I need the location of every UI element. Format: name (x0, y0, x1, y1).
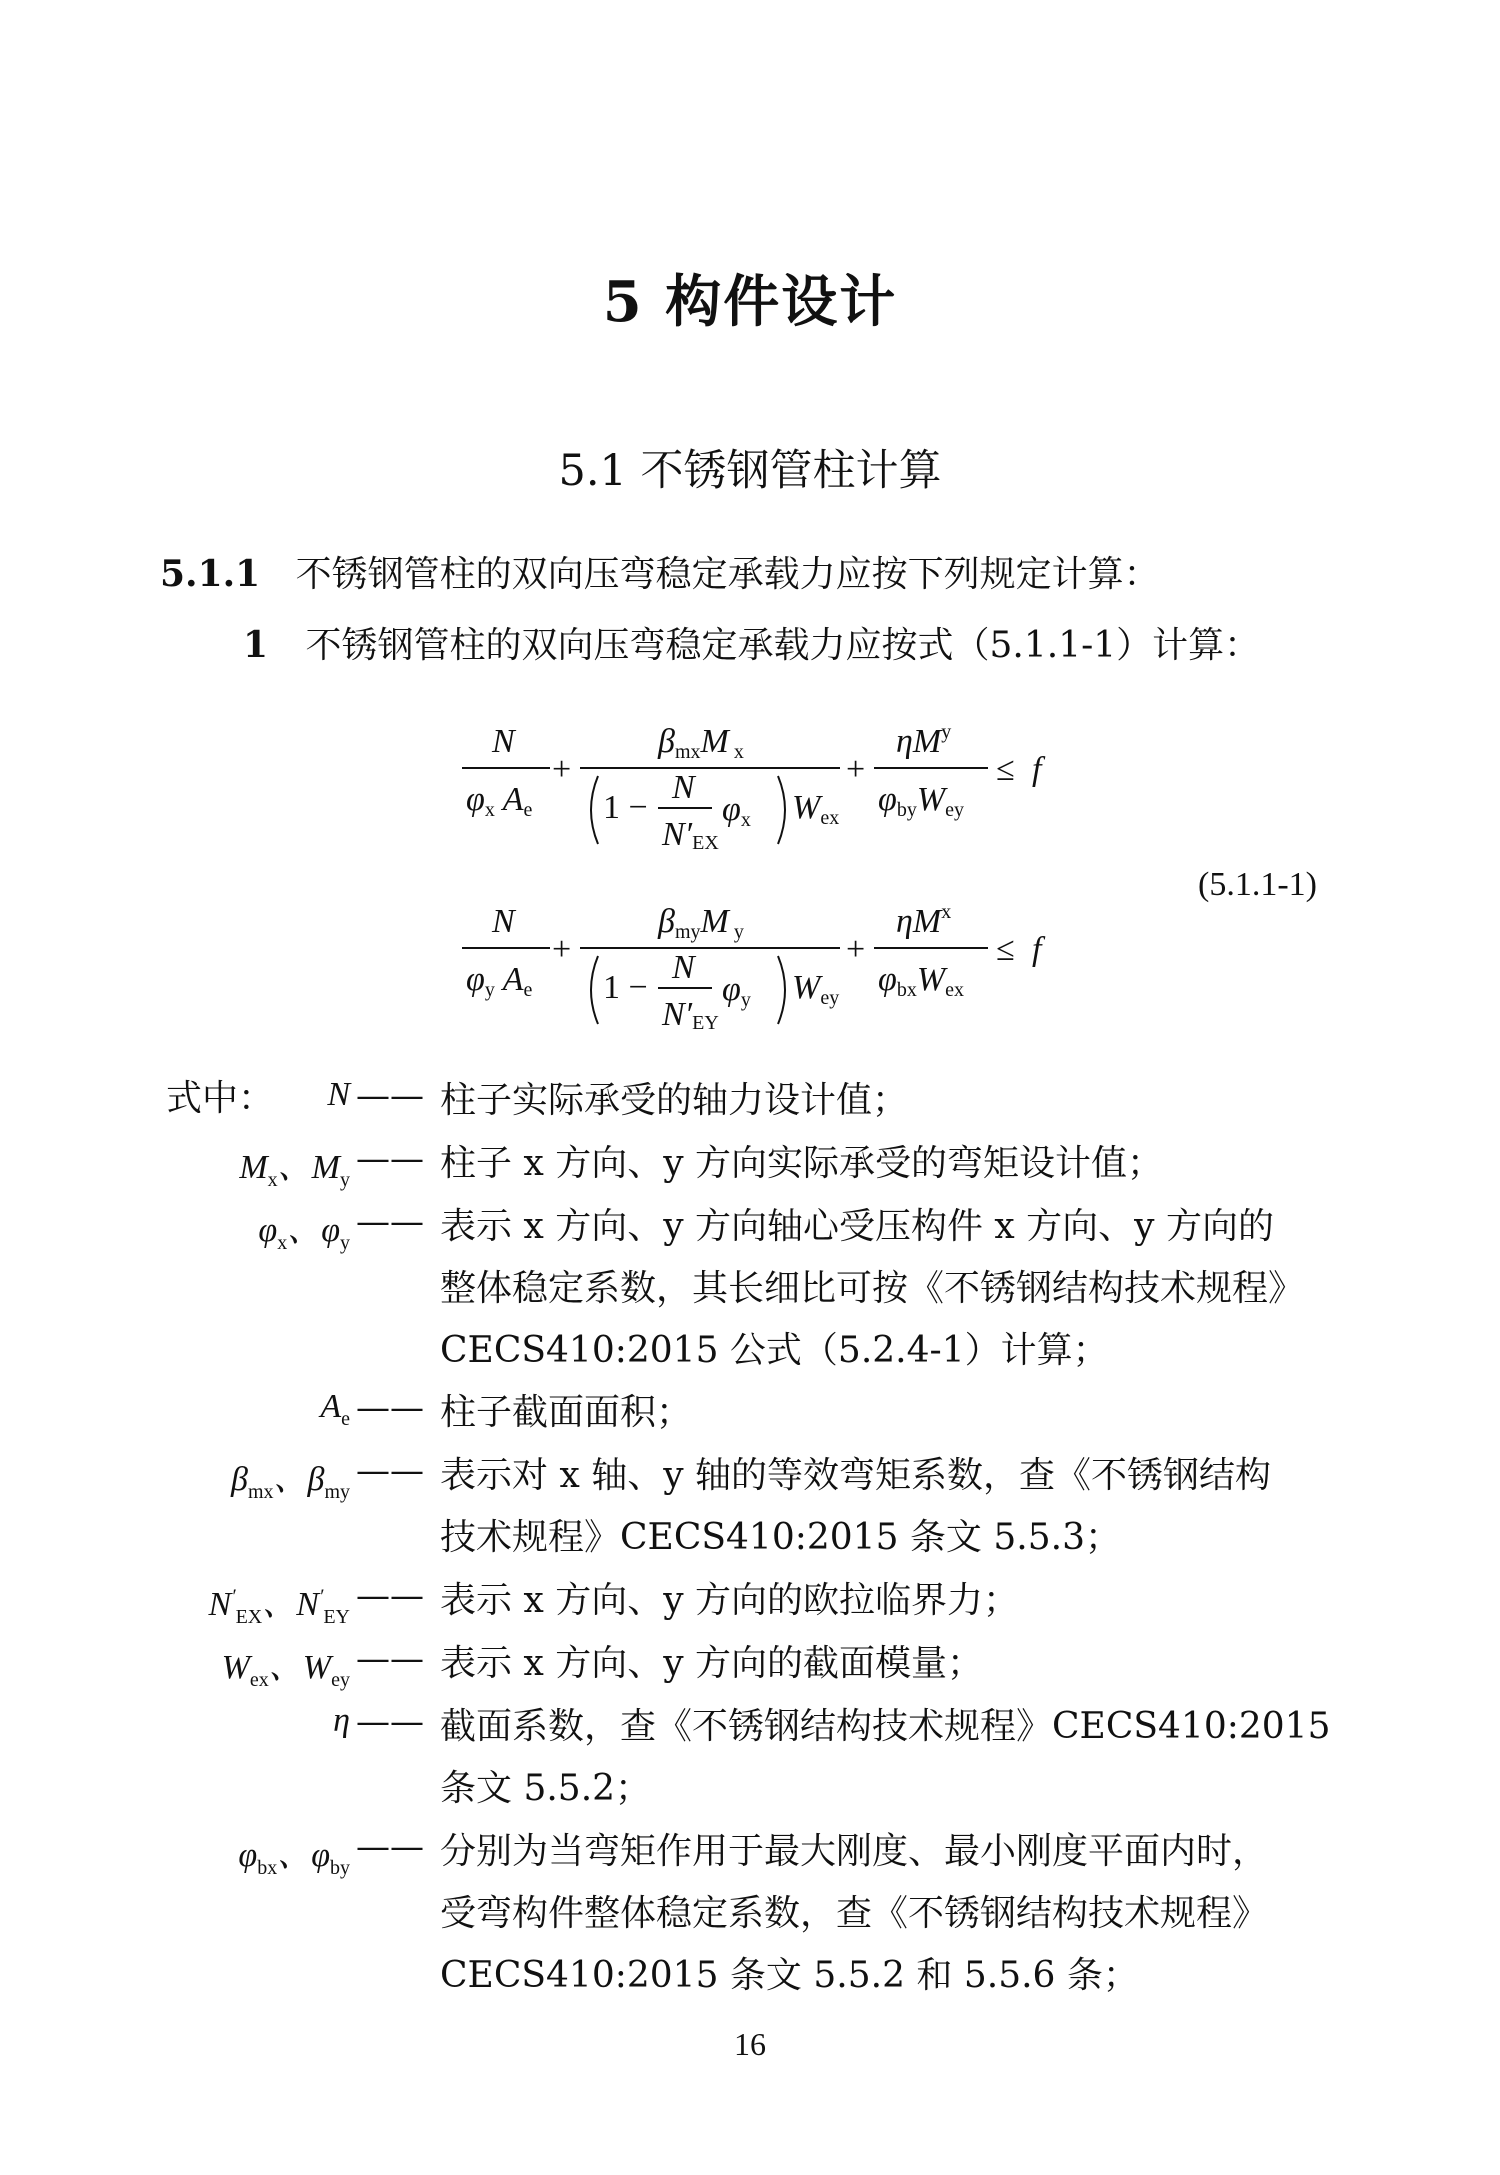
definition-symbol: N (327, 1076, 350, 1113)
definition-text: 表示对 x 轴、y 轴的等效弯矩系数，查《不锈钢结构 (440, 1455, 1271, 1496)
definition-symbol: $\varphi_x$、$\varphi_y$ (258, 1212, 350, 1254)
where-label: 式中： (166, 1078, 275, 1119)
svg-text:Wex: Wex (792, 789, 840, 829)
item-paragraph (243, 617, 1260, 668)
svg-text:N′EX: N′EX (662, 816, 719, 854)
svg-text:≤: ≤ (996, 931, 1015, 968)
svg-text:φy: φy (722, 971, 751, 1011)
definition-symbol: $A_e$ (320, 1388, 350, 1430)
svg-text:N: N (672, 769, 695, 806)
definition-symbol: $W_{ex}$、$W_{ey}$ (221, 1649, 350, 1691)
definition-text: 表示 x 方向、y 方向的欧拉临界力； (440, 1580, 1019, 1621)
clause-paragraph (160, 546, 1160, 597)
svg-text:+: + (846, 751, 866, 788)
definition-text: CECS410:2015 条文 5.5.2 和 5.5.6 条； (440, 1955, 1139, 1996)
svg-text:βmyM y: βmyM y (658, 903, 744, 943)
clause-number: 5.1.1 (160, 553, 261, 595)
definition-text: 柱子截面面积； (440, 1392, 693, 1433)
definition-text: 分别为当弯矩作用于最大刚度、最小刚度平面内时， (440, 1831, 1269, 1872)
svg-text:φbyWey: φbyWey (878, 781, 965, 821)
chapter-title: 5 构件设计 (602, 269, 898, 335)
svg-text:N′EY: N′EY (662, 996, 719, 1034)
svg-text:φy Ae: φy Ae (466, 961, 533, 1001)
definition-text: 柱子 x 方向、y 方向实际承受的弯矩设计值； (440, 1143, 1163, 1184)
svg-text:f: f (1032, 931, 1042, 968)
definition-text: 受弯构件整体稳定系数，查《不锈钢结构技术规程》 (440, 1893, 1269, 1934)
svg-text:φx Ae: φx Ae (466, 781, 533, 821)
definition-text: CECS410:2015 公式（5.2.4-1）计算； (440, 1330, 1109, 1371)
definition-symbol: $\beta_{mx}$、$\beta_{my}$ (231, 1461, 350, 1503)
definition-dash: —— (356, 1576, 424, 1616)
definition-symbol: $\varphi_{bx}$、$\varphi_{by}$ (238, 1837, 350, 1879)
svg-text:+: + (552, 931, 572, 968)
definition-dash: —— (356, 1702, 424, 1742)
definition-text: 技术规程》CECS410:2015 条文 5.5.3； (440, 1517, 1121, 1558)
svg-text:+: + (846, 931, 866, 968)
svg-text:φx: φx (722, 791, 751, 831)
svg-text:f: f (1032, 751, 1042, 788)
svg-text:1 −: 1 − (603, 789, 648, 826)
item-number: 1 (243, 624, 269, 666)
svg-text:ηMx: $\eta M^x$ (896, 901, 952, 940)
svg-text:≤: ≤ (996, 751, 1015, 788)
definition-dash: —— (356, 1639, 424, 1679)
svg-text:N: N (492, 723, 515, 760)
definition-dash: —— (356, 1076, 424, 1116)
svg-text:N: N (492, 903, 515, 940)
definition-dash: —— (356, 1139, 424, 1179)
definition-dash: —— (356, 1202, 424, 1242)
definition-text: 表示 x 方向、y 方向的截面模量； (440, 1643, 983, 1684)
definition-dash: —— (356, 1827, 424, 1867)
definition-dash: —— (356, 1388, 424, 1428)
equation-5-1-1-1 (440, 710, 1100, 1070)
svg-text:1 −: 1 − (603, 969, 648, 1006)
definition-text: 截面系数，查《不锈钢结构技术规程》CECS410:2015 (440, 1706, 1331, 1747)
definition-dash: —— (356, 1451, 424, 1491)
definition-symbol: $M_x$、$M_y$ (239, 1149, 350, 1191)
definition-symbol: η (333, 1702, 350, 1739)
svg-text:ηMy: $\eta M^y$ (896, 721, 952, 760)
definition-text: 整体稳定系数，其长细比可按《不锈钢结构技术规程》 (440, 1268, 1305, 1309)
definition-symbol: $N'_{EX}$、$N'_{EY}$ (208, 1585, 350, 1628)
item-text: 不锈钢管柱的双向压弯稳定承载力应按式（5.1.1-1）计算： (305, 625, 1261, 666)
svg-text:N: N (672, 949, 695, 986)
definition-text: 表示 x 方向、y 方向轴心受压构件 x 方向、y 方向的 (440, 1206, 1274, 1247)
svg-text:βmxM x: βmxM x (658, 723, 744, 763)
definition-text: 条文 5.5.2； (440, 1768, 652, 1809)
page-number: 16 (734, 2026, 766, 2062)
svg-text:Wey: Wey (792, 969, 840, 1009)
clause-text: 不锈钢管柱的双向压弯稳定承载力应按下列规定计算： (295, 554, 1160, 595)
section-title: 5.1 不锈钢管柱计算 (558, 446, 942, 496)
equation-number: (5.1.1-1) (1198, 866, 1317, 903)
svg-text:φbxWex: φbxWex (878, 961, 965, 1001)
definition-text: 柱子实际承受的轴力设计值； (440, 1080, 909, 1121)
svg-text:+: + (552, 751, 572, 788)
